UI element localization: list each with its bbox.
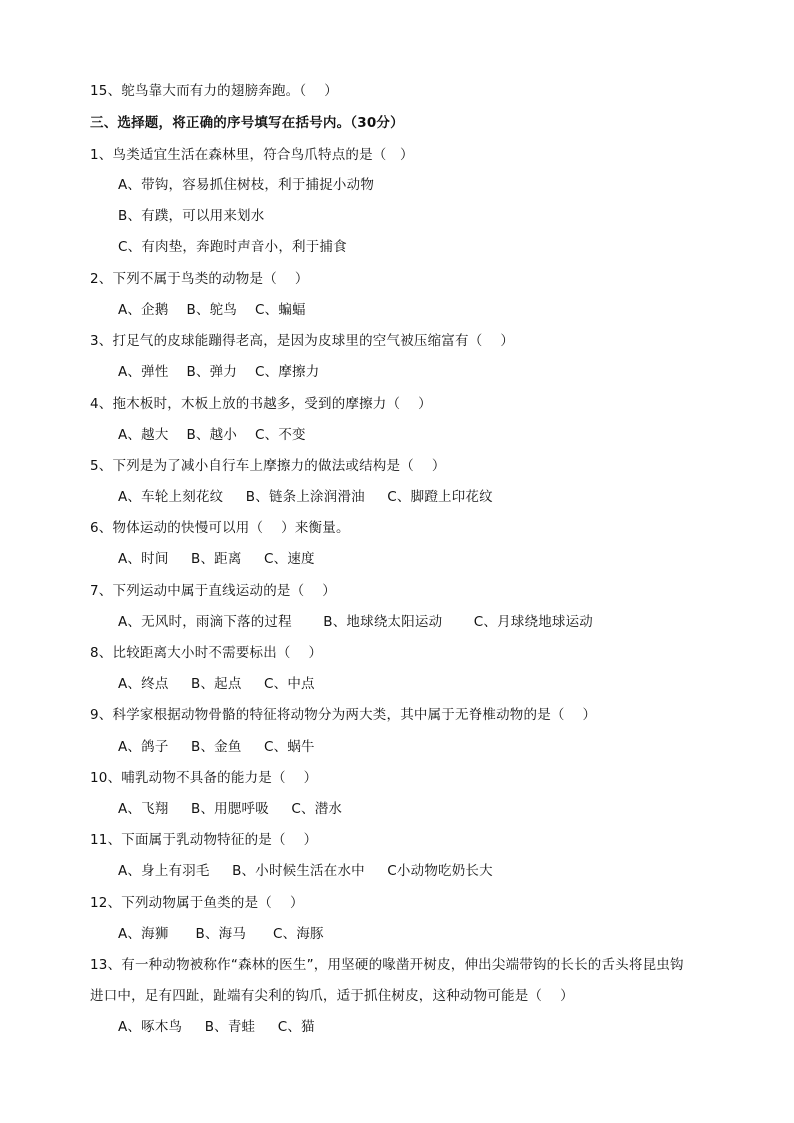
question-1-option-a: A、带钩，容易抓住树枝，利于捕捉小动物 [118, 177, 375, 193]
question-8-options: A、终点 B、起点 C、中点 [118, 676, 315, 692]
question-5: 5、下列是为了减小自行车上摩擦力的做法或结构是（ ） [90, 458, 446, 474]
question-5-options: A、车轮上刻花纹 B、链条上涂润滑油 C、脚蹬上印花纹 [118, 489, 493, 505]
section-3-heading: 三、选择题，将正确的序号填写在括号内。（30分） [90, 115, 404, 131]
question-1-option-b: B、有蹼，可以用来划水 [118, 208, 265, 224]
question-7-options: A、无风时，雨滴下落的过程 B、地球绕太阳运动 C、月球绕地球运动 [118, 614, 593, 630]
question-7: 7、下列运动中属于直线运动的是（ ） [90, 583, 336, 599]
question-3-options: A、弹性 B、弹力 C、摩擦力 [118, 364, 320, 380]
question-8: 8、比较距离大小时不需要标出（ ） [90, 645, 323, 661]
question-2-options: A、企鹅 B、鸵鸟 C、蝙蝠 [118, 302, 306, 318]
question-15: 15、鸵鸟靠大而有力的翅膀奔跑。（ ） [90, 83, 338, 99]
question-12-options: A、海狮 B、海马 C、海豚 [118, 926, 324, 942]
question-13-line-1: 13、有一种动物被称作“森林的医生”，用坚硬的喙凿开树皮，伸出尖端带钩的长长的舌头将昆虫钩 [90, 957, 684, 973]
question-13-line-2: 进口中，足有四趾，趾端有尖利的钩爪，适于抓住树皮，这种动物可能是（ ） [90, 988, 574, 1004]
question-10-options: A、飞翔 B、用腮呼吸 C、潜水 [118, 801, 343, 817]
question-11: 11、下面属于乳动物特征的是（ ） [90, 832, 318, 848]
question-12: 12、下列动物属于鱼类的是（ ） [90, 895, 304, 911]
question-2: 2、下列不属于鸟类的动物是（ ） [90, 271, 309, 287]
question-13-options: A、啄木鸟 B、青蛙 C、猫 [118, 1019, 315, 1035]
question-4-options: A、越大 B、越小 C、不变 [118, 427, 306, 443]
question-9-options: A、鸽子 B、金鱼 C、蜗牛 [118, 739, 315, 755]
question-6: 6、物体运动的快慢可以用（ ）来衡量。 [90, 520, 350, 536]
question-1-option-c: C、有肉垫，奔跑时声音小，利于捕食 [118, 239, 347, 255]
question-11-options: A、身上有羽毛 B、小时候生活在水中 C小动物吃奶长大 [118, 863, 493, 879]
question-10: 10、哺乳动物不具备的能力是（ ） [90, 770, 318, 786]
question-4: 4、拖木板时，木板上放的书越多，受到的摩擦力（ ） [90, 396, 432, 412]
question-6-options: A、时间 B、距离 C、速度 [118, 551, 315, 567]
question-1: 1、鸟类适宜生活在森林里，符合鸟爪特点的是（ ） [90, 147, 414, 163]
question-9: 9、科学家根据动物骨骼的特征将动物分为两大类，其中属于无脊椎动物的是（ ） [90, 707, 597, 723]
question-3: 3、打足气的皮球能蹦得老高，是因为皮球里的空气被压缩富有（ ） [90, 333, 515, 349]
